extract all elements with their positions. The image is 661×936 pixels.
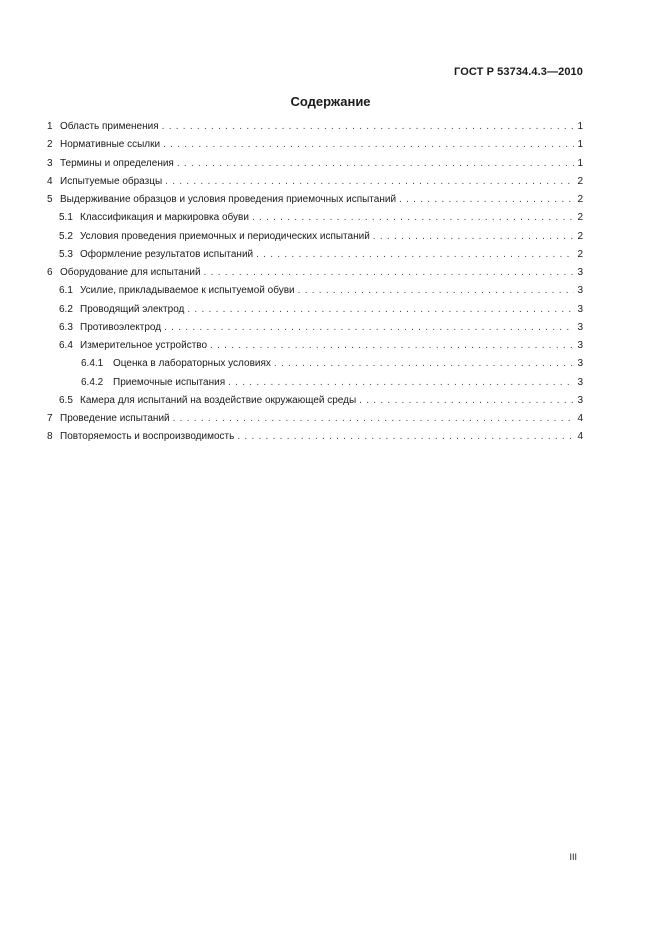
table-of-contents — [47, 121, 583, 450]
toc-entry-number: 4 — [47, 175, 53, 187]
toc-entry-page: 2 — [577, 248, 583, 260]
toc-entry-number: 1 — [47, 121, 53, 132]
toc-title: Содержание — [290, 94, 371, 109]
toc-leader-dots — [164, 322, 574, 333]
toc-entry-title: Проводящий электрод — [80, 303, 185, 315]
toc-entry-number: 6.2 — [59, 303, 73, 315]
toc-entry[interactable] — [47, 158, 583, 176]
toc-leader-dots — [165, 176, 574, 187]
toc-entry[interactable] — [47, 194, 583, 212]
toc-entry-title: Оформление результатов испытаний — [80, 248, 254, 260]
toc-entry-number: 6.4.2 — [81, 376, 104, 388]
toc-entry-number: 7 — [47, 413, 53, 424]
page-number: III — [569, 852, 577, 862]
toc-entry-page: 3 — [577, 376, 583, 388]
toc-entry-number: 6.4 — [59, 340, 73, 351]
toc-entry-number: 5.1 — [59, 212, 73, 224]
toc-leader-dots — [187, 304, 574, 315]
toc-entry-page: 3 — [577, 394, 583, 406]
toc-entry-number: 5 — [47, 194, 53, 205]
toc-entry-title: Приемочные испытания — [113, 376, 226, 388]
toc-entry[interactable] — [47, 413, 583, 431]
toc-leader-dots — [359, 395, 574, 406]
toc-leader-dots — [237, 431, 574, 442]
toc-entry-number: 6.3 — [59, 321, 73, 333]
toc-entry[interactable] — [47, 231, 583, 249]
toc-leader-dots — [298, 285, 574, 296]
toc-entry-title: Измерительное устройство — [80, 340, 208, 351]
toc-entry-number: 5.3 — [59, 248, 73, 260]
toc-entry-page: 1 — [577, 121, 583, 132]
toc-leader-dots — [228, 377, 574, 388]
toc-entry-title: Выдерживание образцов и условия проведения приемочных испытаний — [60, 194, 397, 205]
toc-entry-number: 6.1 — [59, 285, 73, 297]
toc-entry-title: Оценка в лабораторных условиях — [113, 358, 271, 370]
toc-entry-page: 4 — [577, 431, 583, 443]
toc-leader-dots — [274, 358, 574, 369]
document-code: ГОСТ Р 53734.4.3—2010 — [454, 66, 583, 78]
toc-entry-title: Камера для испытаний на воздействие окружающей среды — [80, 394, 357, 406]
toc-entry-title: Испытуемые образцы — [60, 175, 163, 187]
toc-entry[interactable] — [47, 285, 583, 303]
toc-entry[interactable] — [47, 139, 583, 157]
toc-leader-dots — [162, 121, 574, 132]
toc-entry[interactable] — [47, 395, 583, 413]
toc-entry-page: 1 — [577, 139, 583, 151]
toc-leader-dots — [204, 267, 574, 278]
toc-entry-title: Проведение испытаний — [60, 413, 170, 424]
toc-leader-dots — [252, 212, 574, 223]
toc-entry-title: Противоэлектрод — [80, 321, 162, 333]
toc-entry[interactable] — [47, 304, 583, 322]
toc-entry-number: 2 — [47, 139, 53, 151]
toc-entry[interactable] — [47, 377, 583, 395]
toc-entry-number: 6 — [47, 267, 53, 278]
toc-leader-dots — [177, 158, 574, 169]
toc-entry-title: Нормативные ссылки — [60, 139, 161, 151]
toc-entry-page: 3 — [577, 303, 583, 315]
toc-entry-number: 8 — [47, 431, 53, 443]
toc-leader-dots — [163, 139, 574, 150]
toc-entry-title: Повторяемость и воспроизводимость — [60, 431, 235, 443]
toc-entry-page: 2 — [577, 175, 583, 187]
toc-entry-page: 3 — [577, 285, 583, 297]
toc-entry[interactable] — [47, 322, 583, 340]
toc-entry-page: 3 — [577, 340, 583, 351]
toc-entry[interactable] — [47, 176, 583, 194]
toc-entry-page: 2 — [577, 212, 583, 224]
toc-entry-page: 3 — [577, 358, 583, 370]
toc-entry[interactable] — [47, 121, 583, 139]
toc-leader-dots — [256, 249, 574, 260]
toc-entry[interactable] — [47, 358, 583, 376]
toc-entry-title: Усилие, прикладываемое к испытуемой обуви — [80, 285, 295, 297]
toc-entry-title: Термины и определения — [60, 157, 174, 169]
toc-entry-number: 6.4.1 — [81, 358, 104, 370]
toc-entry-title: Условия проведения приемочных и периодических испытаний — [80, 230, 370, 242]
toc-entry-page: 3 — [577, 321, 583, 333]
toc-entry-page: 2 — [577, 230, 583, 242]
toc-entry[interactable] — [47, 340, 583, 358]
toc-entry-title: Область применения — [60, 121, 159, 132]
toc-entry-number: 3 — [47, 157, 53, 169]
toc-leader-dots — [373, 231, 574, 242]
toc-entry[interactable] — [47, 249, 583, 267]
toc-entry-page: 4 — [577, 413, 583, 424]
toc-entry-page: 3 — [577, 267, 583, 278]
toc-entry[interactable] — [47, 431, 583, 449]
toc-entry-page: 2 — [577, 194, 583, 205]
toc-leader-dots — [210, 340, 574, 351]
toc-entry[interactable] — [47, 267, 583, 285]
toc-entry-title: Классификация и маркировка обуви — [80, 212, 249, 224]
toc-entry[interactable] — [47, 212, 583, 230]
toc-leader-dots — [399, 194, 574, 205]
toc-entry-number: 5.2 — [59, 230, 73, 242]
toc-entry-title: Оборудование для испытаний — [60, 267, 201, 278]
toc-entry-page: 1 — [577, 157, 583, 169]
toc-entry-number: 6.5 — [59, 394, 73, 406]
toc-leader-dots — [173, 413, 574, 424]
